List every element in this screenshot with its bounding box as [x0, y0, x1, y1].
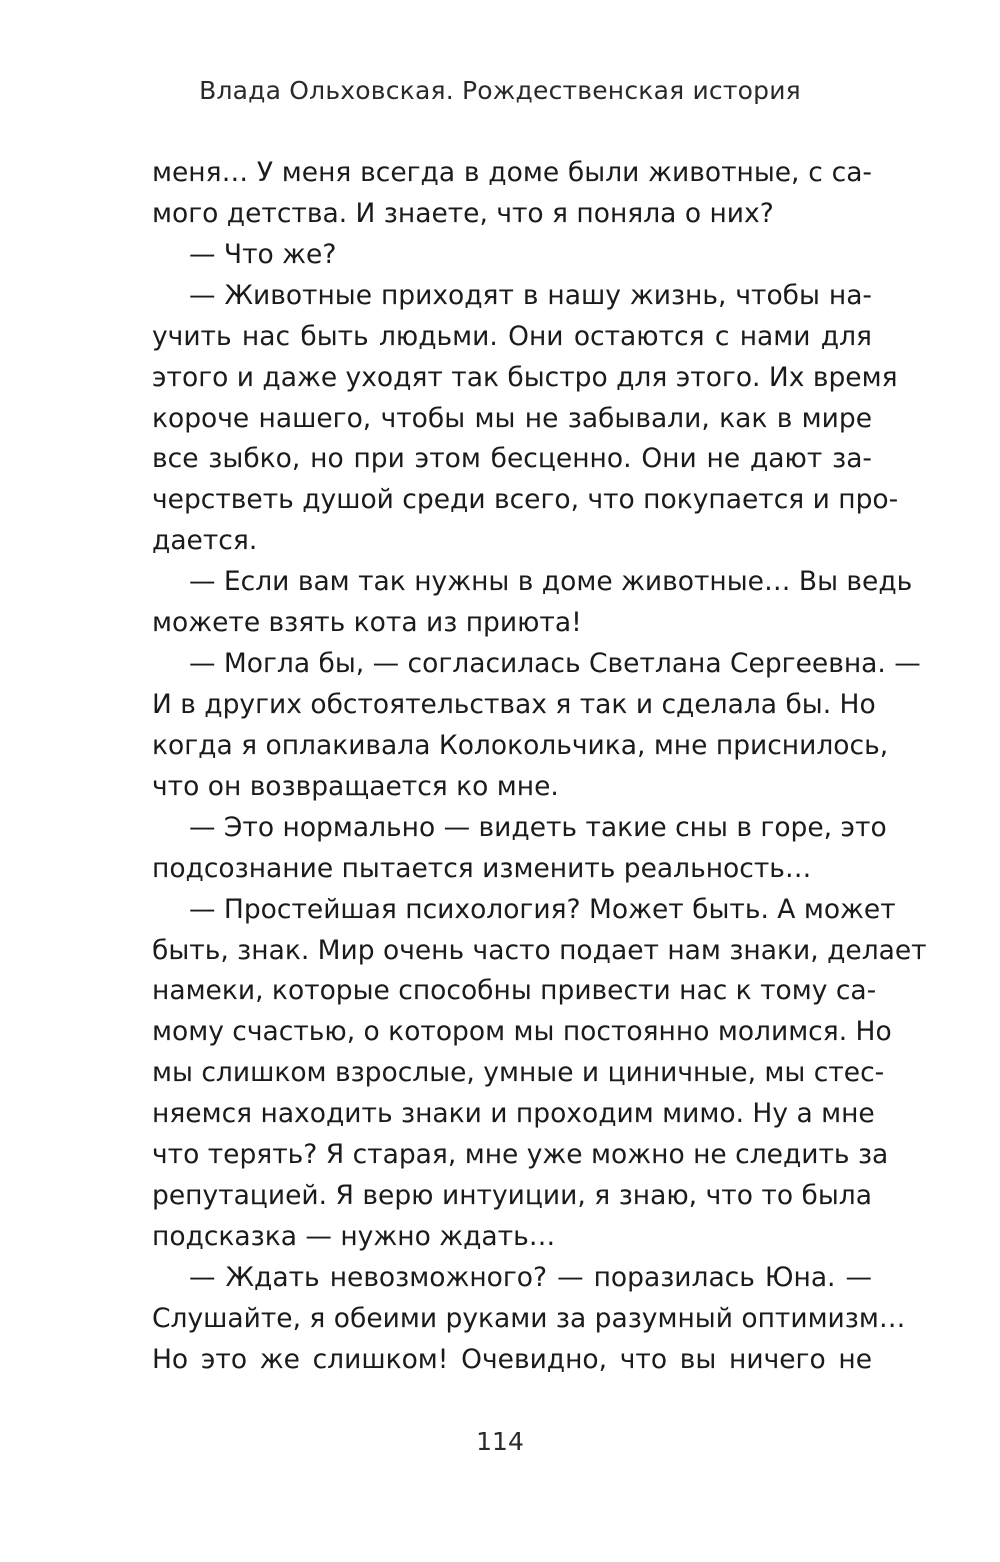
text-line: учить нас быть людьми. Они остаются с нами для: [152, 320, 872, 352]
text-line: Слушайте, я обеими руками за разумный оптимизм…: [152, 1302, 906, 1334]
text-line: меня… У меня всегда в доме были животные, с са-: [152, 157, 872, 188]
text-line: мы слишком взрослые, умные и циничные, мы стес-: [152, 1057, 885, 1089]
text-line: намеки, которые способны привести нас к тому са-: [152, 975, 877, 1007]
text-line: все зыбко, но при этом бесценно. Они не дают за-: [152, 443, 872, 475]
text-line: — Если вам так нужны в доме животные… Вы ведь: [189, 566, 913, 598]
text-line: мого детства. И знаете, что я поняла о них?: [152, 197, 774, 229]
text-line: что он возвращается ко мне.: [152, 770, 559, 802]
text-line: этого и даже уходят так быстро для этого. Их время: [152, 361, 898, 393]
text-line: подсознание пытается изменить реальность…: [152, 852, 812, 884]
text-line: — Простейшая психология? Может быть. А может: [189, 893, 896, 925]
text-line: няемся находить знаки и проходим мимо. Ну а мне: [152, 1098, 875, 1130]
text-line: можете взять кота из приюта!: [152, 607, 582, 639]
text-line: черстветь душой среди всего, что покупается и про-: [152, 484, 899, 516]
text-line: Но это же слишком! Очевидно, что вы ничего не: [152, 1343, 872, 1375]
text-line: что терять? Я старая, мне уже можно не следить за: [152, 1139, 889, 1171]
text-line: — Ждать невозможного? — поразилась Юна. —: [189, 1261, 872, 1293]
text-line: — Могла бы, — согласилась Светлана Сергеевна. —: [189, 648, 921, 680]
text-line: — Что же?: [189, 238, 337, 270]
running-header: Влада Ольховская. Рождественская история: [199, 76, 801, 105]
text-line: — Животные приходят в нашу жизнь, чтобы на-: [189, 279, 872, 311]
text-line: репутацией. Я верю интуиции, я знаю, что то была: [152, 1180, 872, 1212]
text-line: И в других обстоятельствах я так и сделала бы. Но: [152, 688, 876, 720]
text-line: подсказка — нужно ждать…: [152, 1220, 556, 1252]
text-line: дается.: [152, 525, 258, 557]
page-number: 114: [476, 1427, 524, 1456]
text-line: быть, знак. Мир очень часто подает нам знаки, делает: [152, 934, 927, 966]
text-line: — Это нормально — видеть такие сны в горе, это: [189, 811, 887, 843]
text-line: мому счастью, о котором мы постоянно молимся. Но: [152, 1016, 892, 1048]
text-line: когда я оплакивала Колокольчика, мне приснилось,: [152, 729, 889, 761]
body-text: [152, 153, 927, 1381]
text-line: короче нашего, чтобы мы не забывали, как в мире: [152, 402, 872, 434]
